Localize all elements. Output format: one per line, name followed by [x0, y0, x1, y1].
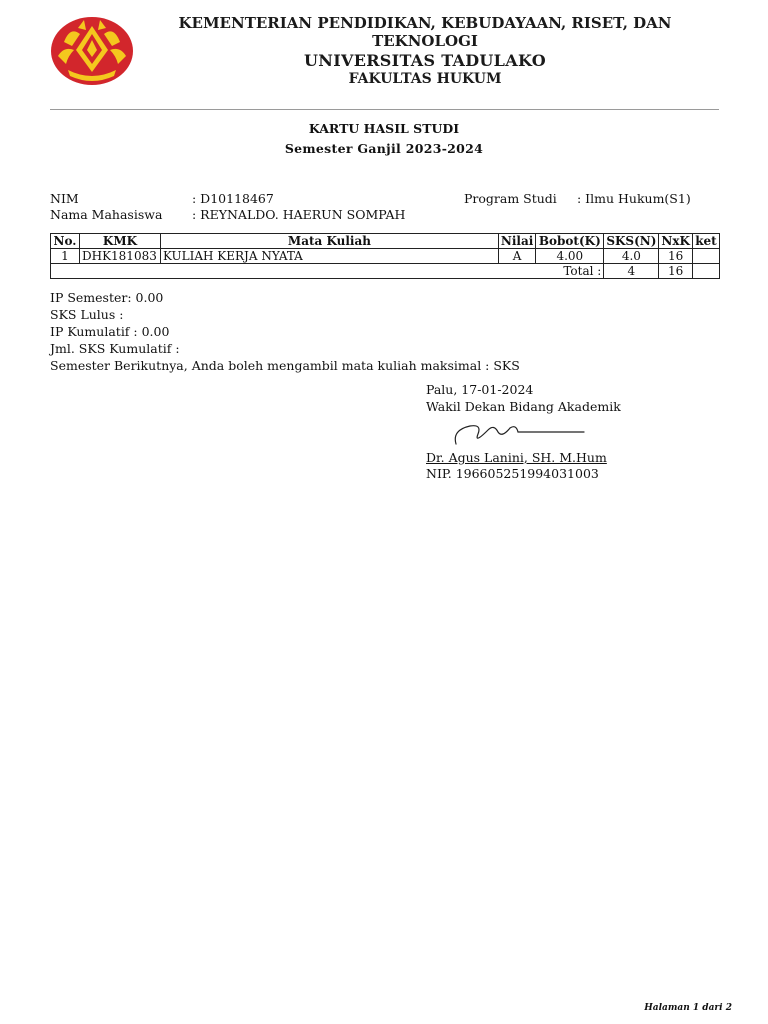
cell-kmk: DHK181083 [79, 249, 160, 264]
name-label: Nama Mahasiswa [50, 207, 163, 222]
semester-subtitle: Semester Ganjil 2023-2024 [284, 141, 484, 156]
sks-kumulatif: Jml. SKS Kumulatif : [50, 341, 180, 356]
faculty-heading: FAKULTAS HUKUM [348, 71, 502, 87]
ip-kumulatif: IP Kumulatif : 0.00 [50, 324, 170, 339]
total-nxk: 16 [659, 264, 693, 279]
col-header-weight: Bobot(K) [536, 234, 604, 249]
total-ket [692, 264, 719, 279]
next-semester-note: Semester Berikutnya, Anda boleh mengambil mata kuliah maksimal : SKS [50, 358, 520, 373]
total-sks: 4 [604, 264, 659, 279]
signer-name: Dr. Agus Lanini, SH. M.Hum [426, 450, 607, 465]
col-header-ket: ket [692, 234, 719, 249]
document-title: KARTU HASIL STUDI [308, 121, 460, 136]
table-row [51, 249, 720, 264]
col-header-sks: SKS(N) [604, 234, 659, 249]
signer-position: Wakil Dekan Bidang Akademik [426, 399, 621, 414]
cell-course: KULIAH KERJA NYATA [160, 249, 498, 264]
ip-semester: IP Semester: 0.00 [50, 290, 164, 305]
grades-table [50, 233, 720, 279]
col-header-nxk: NxK [659, 234, 693, 249]
col-header-no: No. [51, 234, 80, 249]
sks-lulus: SKS Lulus : [50, 307, 124, 322]
page-number: Halaman 1 dari 2 [644, 1003, 732, 1013]
ministry-heading: KEMENTERIAN PENDIDIKAN, KEBUDAYAAN, RISET, DAN TEKNOLOGI [178, 14, 672, 50]
cell-nxk: 16 [659, 249, 693, 264]
program-value: : Ilmu Hukum(S1) [577, 191, 691, 206]
place-date: Palu, 17-01-2024 [426, 382, 534, 397]
total-label: Total : [51, 264, 604, 279]
cell-ket [692, 249, 719, 264]
table-header-row [51, 234, 720, 249]
cell-weight: 4.00 [536, 249, 604, 264]
university-logo-icon [50, 16, 134, 86]
cell-sks: 4.0 [604, 249, 659, 264]
program-label: Program Studi [464, 191, 557, 206]
nim-value: : D10118467 [192, 191, 274, 206]
nim-label: NIM [50, 191, 79, 206]
header-divider [50, 109, 719, 110]
col-header-course: Mata Kuliah [160, 234, 498, 249]
name-value: : REYNALDO. HAERUN SOMPAH [192, 207, 406, 222]
handwritten-signature-icon [448, 418, 588, 450]
total-row [51, 264, 720, 279]
cell-no: 1 [51, 249, 80, 264]
university-heading: UNIVERSITAS TADULAKO [304, 51, 546, 70]
col-header-kmk: KMK [79, 234, 160, 249]
signer-nip: NIP. 196605251994031003 [426, 466, 599, 481]
col-header-grade: Nilai [498, 234, 535, 249]
cell-grade: A [498, 249, 535, 264]
